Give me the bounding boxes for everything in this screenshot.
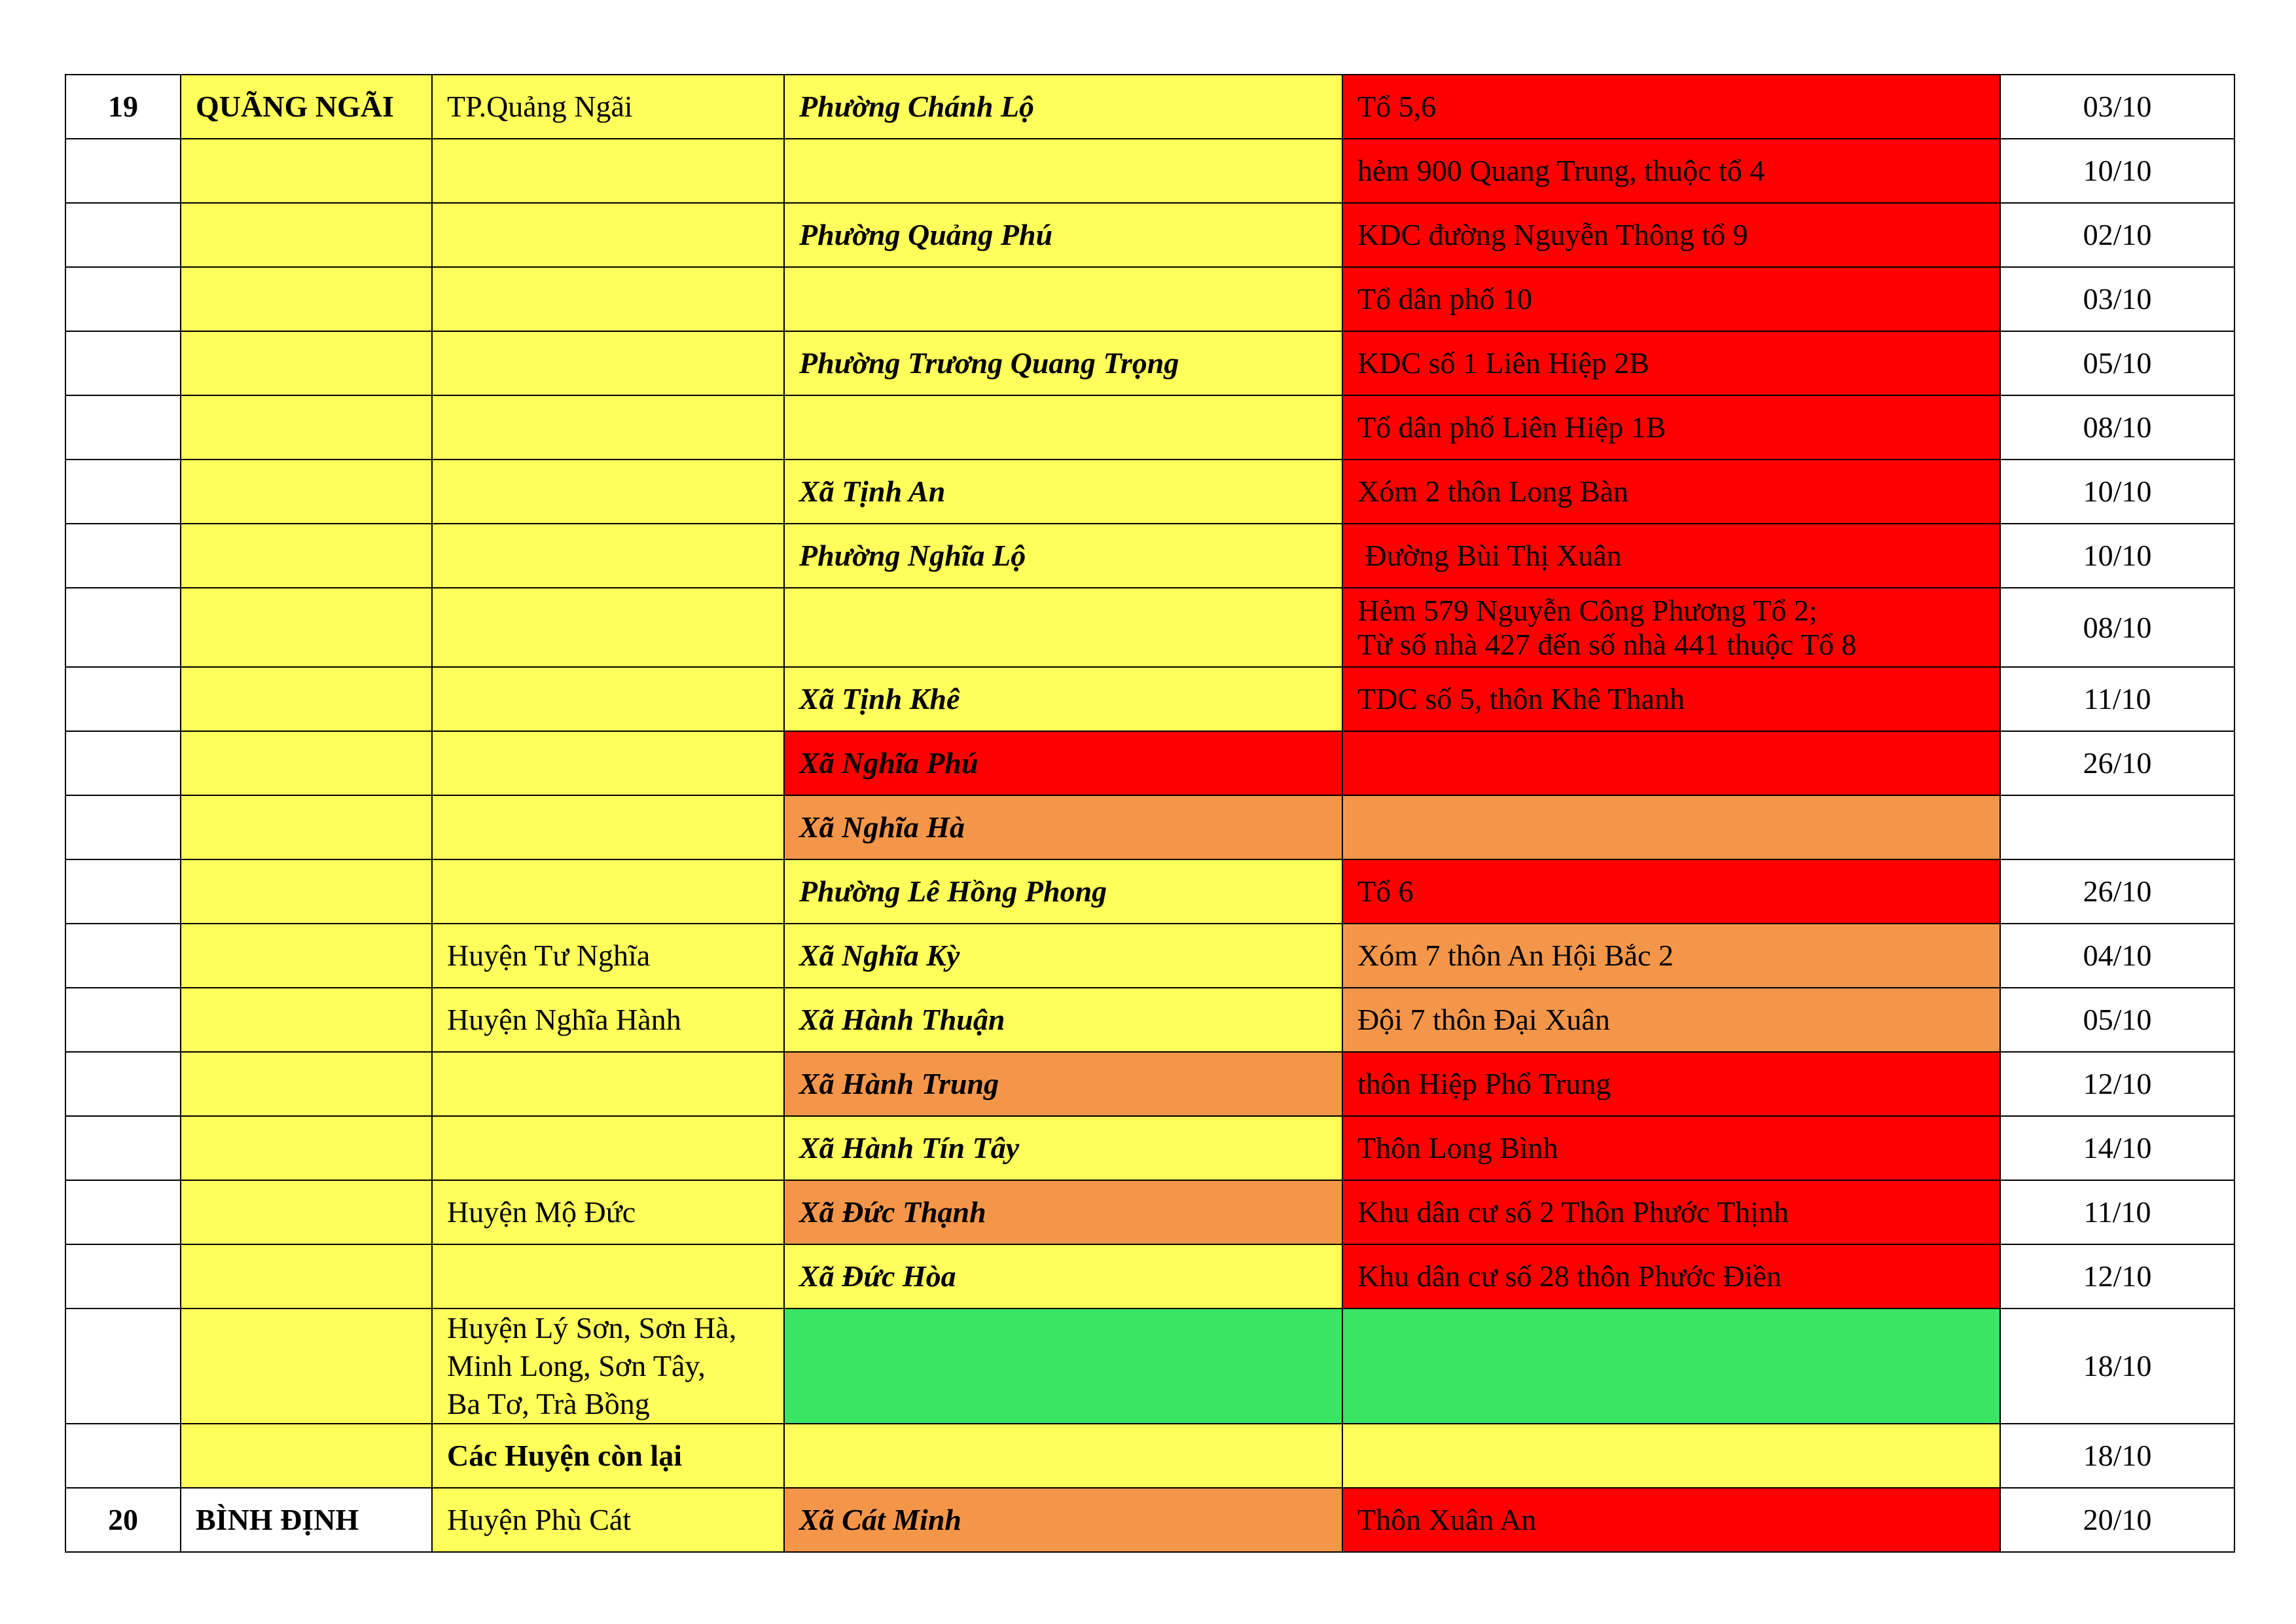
district-name-line3: Ba Tơ, Trà Bồng [447, 1387, 650, 1420]
district-cell [432, 924, 784, 988]
detail-text: Đường Bùi Thị Xuân [1357, 539, 1622, 572]
table-row [65, 667, 2234, 731]
date-value: 10/10 [2083, 154, 2152, 187]
commune-cell [784, 139, 1342, 203]
date-value: 18/10 [2083, 1349, 2152, 1382]
row-number-cell [65, 988, 181, 1052]
table-row [65, 1488, 2234, 1552]
commune-cell [784, 731, 1342, 795]
commune-name: Phường Chánh Lộ [799, 90, 1035, 123]
date-value: 10/10 [2083, 539, 2152, 572]
detail-cell [1342, 75, 2000, 139]
district-cell [432, 667, 784, 731]
commune-cell [784, 1116, 1342, 1180]
commune-name: Xã Nghĩa Hà [799, 810, 965, 844]
date-value: 03/10 [2083, 90, 2152, 123]
commune-cell [784, 1424, 1342, 1488]
commune-cell [784, 395, 1342, 460]
detail-cell [1342, 1052, 2000, 1116]
table-row [65, 1424, 2234, 1488]
date-value: 04/10 [2083, 939, 2152, 972]
detail-cell [1342, 588, 2000, 667]
date-value: 05/10 [2083, 346, 2152, 380]
date-value: 03/10 [2083, 282, 2152, 316]
date-cell [2000, 75, 2234, 139]
district-cell [432, 859, 784, 924]
table-row [65, 395, 2234, 460]
detail-cell [1342, 1488, 2000, 1552]
outbreak-area-table [65, 74, 2235, 1553]
detail-cell [1342, 1308, 2000, 1424]
province-cell [181, 795, 432, 859]
detail-text: Thôn Xuân An [1357, 1503, 1537, 1536]
row-number-cell [65, 524, 181, 588]
district-cell [432, 731, 784, 795]
detail-cell [1342, 795, 2000, 859]
province-cell [181, 203, 432, 267]
row-number-cell [65, 395, 181, 460]
detail-text: Hẻm 579 Nguyễn Công Phương Tổ 2; [1357, 593, 1818, 627]
row-number-cell [65, 1308, 181, 1424]
detail-cell [1342, 1116, 2000, 1180]
province-cell [181, 1116, 432, 1180]
table-row [65, 924, 2234, 988]
district-cell [432, 331, 784, 395]
table-row [65, 988, 2234, 1052]
commune-cell [784, 203, 1342, 267]
detail-text: KDC đường Nguyễn Thông tổ 9 [1357, 218, 1748, 251]
detail-cell [1342, 331, 2000, 395]
row-number-cell [65, 1180, 181, 1244]
row-number-cell [65, 267, 181, 331]
detail-cell [1342, 267, 2000, 331]
district-name: TP.Quảng Ngãi [447, 90, 633, 123]
commune-name: Xã Nghĩa Kỳ [799, 939, 960, 972]
district-cell [432, 1488, 784, 1552]
table-row [65, 1116, 2234, 1180]
commune-name: Xã Đức Hòa [799, 1259, 956, 1293]
commune-cell [784, 1180, 1342, 1244]
table-row [65, 139, 2234, 203]
district-cell [432, 524, 784, 588]
date-value: 10/10 [2083, 475, 2152, 508]
province-cell [181, 1244, 432, 1308]
commune-name: Phường Nghĩa Lộ [799, 539, 1026, 572]
detail-text: Khu dân cư số 2 Thôn Phước Thịnh [1357, 1195, 1789, 1229]
district-cell [432, 1180, 784, 1244]
detail-text: Xóm 2 thôn Long Bàn [1357, 475, 1628, 508]
detail-cell [1342, 924, 2000, 988]
commune-cell [784, 988, 1342, 1052]
table-row [65, 75, 2234, 139]
detail-cell [1342, 1424, 2000, 1488]
detail-cell [1342, 139, 2000, 203]
table-body [65, 75, 2234, 1552]
detail-cell [1342, 203, 2000, 267]
row-number-cell [65, 1052, 181, 1116]
province-cell [181, 331, 432, 395]
table-row [65, 859, 2234, 924]
row-number-cell [65, 139, 181, 203]
province-cell [181, 859, 432, 924]
table-row [65, 795, 2234, 859]
district-cell [432, 460, 784, 524]
row-number-cell [65, 588, 181, 667]
commune-cell [784, 267, 1342, 331]
date-cell [2000, 1052, 2234, 1116]
commune-cell [784, 1052, 1342, 1116]
district-cell [432, 795, 784, 859]
detail-cell [1342, 460, 2000, 524]
commune-name: Xã Hành Thuận [799, 1003, 1005, 1036]
date-value: 11/10 [2083, 682, 2151, 715]
district-cell [432, 203, 784, 267]
date-cell [2000, 395, 2234, 460]
date-value: 05/10 [2083, 1003, 2152, 1036]
detail-text: KDC số 1 Liên Hiệp 2B [1357, 346, 1649, 380]
district-cell [432, 1308, 784, 1424]
date-cell [2000, 267, 2234, 331]
date-cell [2000, 988, 2234, 1052]
province-cell [181, 75, 432, 139]
date-value: 08/10 [2083, 610, 2152, 644]
date-cell [2000, 588, 2234, 667]
detail-cell [1342, 731, 2000, 795]
commune-cell [784, 667, 1342, 731]
commune-cell [784, 795, 1342, 859]
date-cell [2000, 1308, 2234, 1424]
province-cell [181, 1488, 432, 1552]
province-cell [181, 1052, 432, 1116]
commune-name: Phường Quảng Phú [799, 218, 1053, 251]
district-cell [432, 267, 784, 331]
district-cell [432, 75, 784, 139]
table-row [65, 460, 2234, 524]
detail-cell [1342, 1244, 2000, 1308]
district-cell [432, 988, 784, 1052]
detail-text: hẻm 900 Quang Trung, thuộc tổ 4 [1357, 154, 1765, 187]
commune-name: Xã Nghĩa Phú [799, 746, 978, 780]
detail-text: Tổ 5,6 [1357, 90, 1437, 123]
province-cell [181, 1424, 432, 1488]
row-number: 20 [108, 1503, 138, 1536]
table-row [65, 1052, 2234, 1116]
detail-cell [1342, 667, 2000, 731]
commune-name: Xã Hành Trung [799, 1067, 999, 1100]
detail-text: Khu dân cư số 28 thôn Phước Điền [1357, 1259, 1782, 1293]
detail-text: Tổ 6 [1357, 875, 1414, 908]
detail-text: Đội 7 thôn Đại Xuân [1357, 1003, 1610, 1036]
district-name: Huyện Nghĩa Hành [447, 1003, 681, 1036]
table-row [65, 588, 2234, 667]
district-cell [432, 1116, 784, 1180]
district-cell [432, 395, 784, 460]
date-cell [2000, 731, 2234, 795]
table-row [65, 203, 2234, 267]
commune-name: Xã Đức Thạnh [799, 1195, 986, 1229]
detail-text: Thôn Long Bình [1357, 1131, 1558, 1164]
row-number-cell [65, 1488, 181, 1552]
province-cell [181, 667, 432, 731]
detail-cell [1342, 395, 2000, 460]
commune-name: Phường Lê Hồng Phong [799, 875, 1107, 908]
row-number-cell [65, 1244, 181, 1308]
district-name-line2: Minh Long, Sơn Tây, [447, 1349, 706, 1382]
table-row [65, 731, 2234, 795]
table-row [65, 1244, 2234, 1308]
commune-cell [784, 924, 1342, 988]
row-number-cell [65, 795, 181, 859]
commune-cell [784, 75, 1342, 139]
table-row [65, 1308, 2234, 1424]
row-number-cell [65, 924, 181, 988]
district-name: Huyện Mộ Đức [447, 1195, 636, 1229]
date-value: 08/10 [2083, 410, 2152, 444]
detail-text: thôn Hiệp Phổ Trung [1357, 1067, 1611, 1100]
commune-name: Xã Hành Tín Tây [799, 1131, 1020, 1164]
row-number-cell [65, 331, 181, 395]
detail-text-line2: Từ số nhà 427 đến số nhà 441 thuộc Tổ 8 [1357, 627, 1857, 661]
district-name: Huyện Phù Cát [447, 1503, 632, 1536]
date-value: 20/10 [2083, 1503, 2152, 1536]
detail-cell [1342, 988, 2000, 1052]
table-row [65, 267, 2234, 331]
detail-text: Xóm 7 thôn An Hội Bắc 2 [1357, 939, 1674, 972]
province-cell [181, 524, 432, 588]
district-cell [432, 1244, 784, 1308]
detail-cell [1342, 1180, 2000, 1244]
row-number-cell [65, 667, 181, 731]
district-name: Huyện Tư Nghĩa [447, 939, 651, 972]
date-value: 26/10 [2083, 875, 2152, 908]
detail-text: Tổ dân phố 10 [1357, 282, 1533, 316]
row-number-cell [65, 203, 181, 267]
commune-cell [784, 588, 1342, 667]
district-cell [432, 588, 784, 667]
commune-cell [784, 460, 1342, 524]
province-cell [181, 731, 432, 795]
commune-cell [784, 859, 1342, 924]
commune-name: Xã Tịnh Khê [799, 682, 960, 715]
commune-name: Xã Cát Minh [799, 1503, 961, 1536]
district-name: Huyện Lý Sơn, Sơn Hà, [447, 1311, 737, 1344]
province-name: QUÃNG NGÃI [196, 90, 394, 123]
commune-cell [784, 331, 1342, 395]
date-cell [2000, 1244, 2234, 1308]
table-row [65, 331, 2234, 395]
province-cell [181, 1180, 432, 1244]
date-cell [2000, 859, 2234, 924]
date-cell [2000, 1488, 2234, 1552]
row-number-cell [65, 460, 181, 524]
commune-cell [784, 1488, 1342, 1552]
row-number: 19 [108, 90, 138, 123]
date-value: 12/10 [2083, 1067, 2152, 1100]
row-number-cell [65, 1116, 181, 1180]
date-cell [2000, 667, 2234, 731]
detail-cell [1342, 524, 2000, 588]
detail-cell [1342, 859, 2000, 924]
district-cell [432, 139, 784, 203]
commune-cell [784, 1308, 1342, 1424]
province-cell [181, 588, 432, 667]
province-cell [181, 395, 432, 460]
province-cell [181, 267, 432, 331]
province-cell [181, 139, 432, 203]
province-cell [181, 988, 432, 1052]
row-number-cell [65, 731, 181, 795]
province-cell [181, 1308, 432, 1424]
date-cell [2000, 795, 2234, 859]
row-number-cell [65, 75, 181, 139]
date-cell [2000, 331, 2234, 395]
date-value: 02/10 [2083, 218, 2152, 251]
date-value: 11/10 [2083, 1195, 2151, 1229]
province-name: BÌNH ĐỊNH [196, 1503, 359, 1536]
detail-text: TDC số 5, thôn Khê Thanh [1357, 682, 1685, 715]
date-cell [2000, 1424, 2234, 1488]
date-value: 18/10 [2083, 1439, 2152, 1472]
district-name: Các Huyện còn lại [447, 1439, 683, 1472]
date-value: 12/10 [2083, 1259, 2152, 1293]
date-cell [2000, 460, 2234, 524]
district-cell [432, 1424, 784, 1488]
date-cell [2000, 139, 2234, 203]
date-cell [2000, 924, 2234, 988]
commune-cell [784, 1244, 1342, 1308]
province-cell [181, 460, 432, 524]
date-cell [2000, 1116, 2234, 1180]
date-value: 26/10 [2083, 746, 2152, 780]
detail-text: Tổ dân phố Liên Hiệp 1B [1357, 410, 1666, 444]
row-number-cell [65, 859, 181, 924]
commune-name: Xã Tịnh An [799, 475, 946, 508]
district-cell [432, 1052, 784, 1116]
row-number-cell [65, 1424, 181, 1488]
date-cell [2000, 524, 2234, 588]
province-cell [181, 924, 432, 988]
commune-name: Phường Trương Quang Trọng [799, 346, 1179, 380]
commune-cell [784, 524, 1342, 588]
table-row [65, 524, 2234, 588]
date-cell [2000, 1180, 2234, 1244]
date-value: 14/10 [2083, 1131, 2152, 1164]
date-cell [2000, 203, 2234, 267]
table-row [65, 1180, 2234, 1244]
